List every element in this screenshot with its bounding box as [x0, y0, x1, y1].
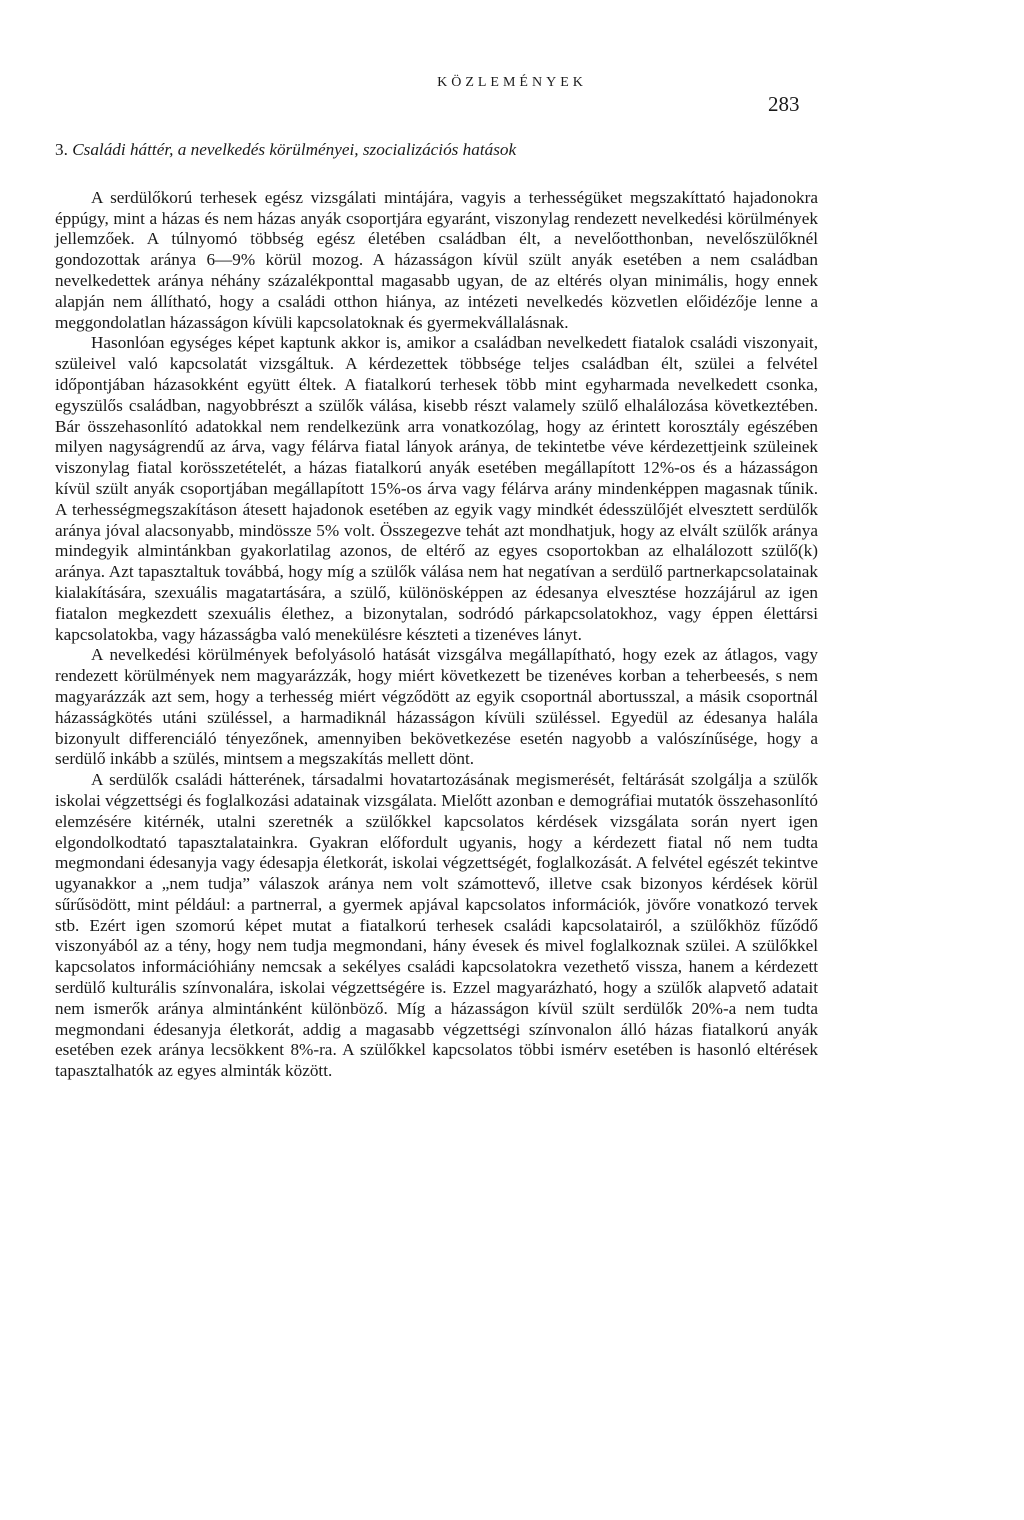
section-number: 3.	[55, 140, 68, 159]
paragraph-3: A nevelkedési körülmények befolyásoló hatását vizsgálva megállapítható, hogy ezek az átlagos, vagy rendezett körülmények nem magyarázzák, hogy miért következett be tizenéves korban a teherbeesés, s nem magyarázzák azt sem, hogy a terhesség miért végződött az egyik csoportnál abortusszal, a másik csoportnál házasságkötés utáni szüléssel, a harmadiknál házasságon kívüli szüléssel. Egyedül az édesanya halála bizonyult differenciáló tényezőnek, amennyiben bekövetkezése esetén nagyobb a valószínűsége, hogy a serdülő inkább a szülés, mintsem a megszakítás mellett dönt.	[55, 645, 818, 769]
section-title: Családi háttér, a nevelkedés körülményei, szocializációs hatások	[72, 140, 517, 159]
paragraph-2: Hasonlóan egységes képet kaptunk akkor is, amikor a családban nevelkedett fiatalok családi viszonyait, szüleivel való kapcsolatát vizsgáltuk. A kérdezettek többsége teljes családban élt, szülei a felvétel időpontjában házasokként együtt éltek. A fiatalkorú terhesek több mint egyharmada nevelkedett csonka, egyszülős családban, nagyobbrészt a szülők válása, kisebb részt valamely szülő elhalálozása következtében. Bár összehasonlító adatokkal nem rendelkezünk arra vonatkozólag, hogy az érintett korosztály egészében milyen nagyságrendű az árva, vagy félárva fiatal lányok aránya, de tekintetbe véve kérdezettjeink szüleinek viszonylag fiatal korösszetételét, a házas fiatalkorú anyák esetében megállapított 12%-os és a házasságon kívül szült anyák csoportjában megállapított 15%-os árva vagy félárva arány mindenképpen magasnak tűnik. A terhességmegszakításon átesett hajadonok esetében az egyik vagy mindkét édesszülőjét elvesztett serdülők aránya jóval alacsonyabb, mindössze 5% volt. Összegezve tehát azt mondhatjuk, hogy az elvált szülők aránya mindegyik almintánkban gyakorlatilag azonos, de eltérő az egyes csoportokban az elhalálozott szülő(k) aránya. Azt tapasztaltuk továbbá, hogy míg a szülők válása nem hat negatívan a serdülő partnerkapcsolatainak kialakítására, szexuális magatartására, a szülő, különösképpen az édesanya elvesztése hozzájárul az igen fiatalon megkezdett szexuális élethez, a bizonytalan, sodródó párkapcsolatokhoz, vagy éppen élettársi kapcsolatokba, vagy házasságba való menekülésre készteti a tizenéves lányt.	[55, 333, 818, 644]
running-head: KÖZLEMÉNYEK	[437, 75, 587, 90]
paragraph-4: A serdülők családi hátterének, társadalmi hovatartozásának megismerését, feltárását szolgálja a szülők iskolai végzettségi és foglalkozási adatainak vizsgálata. Mielőtt azonban e demográfiai mutatók összehasonlító elemzésére kitérnék, utalni szeretnék a szülőkkel kapcsolatos kérdések vizsgálata során nyert igen elgondolkodtató tapasztalatainkra. Gyakran előfordult ugyanis, hogy a kérdezett fiatal nő nem tudta megmondani édesanyja vagy édesapja életkorát, iskolai végzettségét, foglalkozását. A felvétel egészét tekintve ugyanakkor a „nem tudja” válaszok aránya nem volt számottevő, illetve csak bizonyos kérdések körül sűrűsödött, mint például: a partnerral, a gyermek apjával kapcsolatos információk, jövőre vonatkozó tervek stb. Ezért igen szomorú képet mutat a fiatalkorú terhesek családi kapcsolatairól, a szülőkhöz fűződő viszonyából az a tény, hogy nem tudja megmondani, hány évesek és mivel foglalkoznak szülei. A szülőkkel kapcsolatos információhiány nemcsak a sekélyes családi kapcsolatokra vezethető vissza, hanem a kérdezett serdülő kulturális színvonalára, iskolai végzettségére is. Ezzel magyarázható, hogy a szülők alapvető adatait nem ismerők aránya almintánként különböző. Míg a házasságon kívül szült serdülők 20%-a nem tudta megmondani édesanyja életkorát, addig a magasabb végzettségi színvonalon álló házas fiatalkorú anyák esetében ezek aránya lecsökkent 8%-ra. A szülőkkel kapcsolatos többi ismérv esetében is hasonló eltérések tapasztalhatók az egyes alminták között.	[55, 770, 818, 1081]
paragraph-1: A serdülőkorú terhesek egész vizsgálati mintájára, vagyis a terhességüket megszakíttató hajadonokra éppúgy, mint a házas és nem házas anyák csoportjára egyaránt, viszonylag rendezett nevelkedési körülmények jellemzőek. A túlnyomó többség egész életében családban élt, a nevelőotthonban, nevelőszülőknél gondozottak aránya 6—9% körül mozog. A házasságon kívül szült anyák esetében a nem családban nevelkedettek aránya néhány százalékponttal magasabb ugyan, de az eltérés olyan minimális, hogy ennek alapján nem állítható, hogy a családi otthon hiánya, az intézeti nevelkedés közvetlen előidézője lenne a meggondolatlan házasságon kívüli kapcsolatoknak és gyermekvállalásnak.	[55, 187, 818, 332]
body-column	[55, 140, 818, 1082]
page-number: 283	[768, 92, 800, 116]
section-heading	[55, 140, 818, 161]
